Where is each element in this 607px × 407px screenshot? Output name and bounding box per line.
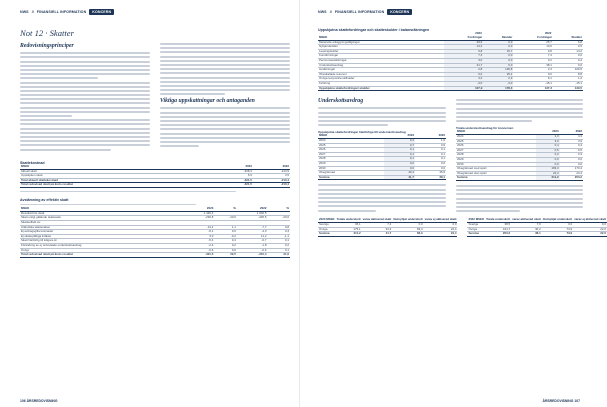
table-row: 2025 3,0 3,9 — [457, 138, 582, 143]
heading-underskottsavdrag: Underskottsavdrag — [318, 98, 364, 105]
table-row: Underskottsavdrag 41,7 0,0 38,1 0,0 — [319, 62, 582, 67]
deferred-tax-table-block — [318, 28, 583, 91]
table-row: 2029 0,0 0,0 — [319, 161, 445, 166]
column-header: 2022 — [560, 130, 583, 134]
column-group-header: 2023 — [475, 31, 482, 36]
table-row: 2028 0,1 0,1 — [319, 156, 445, 161]
body-text-block — [160, 107, 290, 147]
table-total-row: Summa 211,2 203,2 — [457, 175, 582, 180]
left-page — [20, 28, 290, 258]
column-header: varav aktiverad skatt — [362, 217, 392, 222]
page-divider — [299, 0, 300, 407]
totala-underskott-table — [456, 130, 583, 181]
left-text-column — [20, 40, 150, 153]
table-row: 2029 0,0 0,0 — [457, 157, 582, 162]
skattekostnad-table — [20, 165, 290, 188]
column-header: Fordringar — [513, 36, 553, 40]
brand-logo: NWS — [318, 9, 327, 14]
table-row: 2025 0,7 0,9 — [319, 142, 445, 147]
column-header: MSEK — [318, 36, 444, 40]
heading-redovisningsprinciper: Redovisningsprinciper — [20, 43, 74, 49]
table-row: Obegränsad med spärr 183,3 170,4 — [457, 166, 582, 171]
column-header: 2023 — [184, 207, 215, 211]
table-row: Resultat före skatt 1 426,4 1 002,5 — [20, 211, 290, 216]
table-row: Övriga temporära skillnader 4,2 2,3 6,1 1,2 — [319, 76, 582, 81]
column-header: varav ej aktiverad skatt — [574, 217, 606, 222]
table-row: Obegränsad utan spärr 22,4 23,4 — [457, 170, 582, 175]
table-title: Uppskjutna skattefordringar och skatteskulder i balansräkningen — [318, 28, 430, 32]
table-title: Skattekostnad — [20, 160, 45, 165]
table-row: Övriga 164,7 30,2 73,9 22,0 — [468, 226, 606, 231]
table-row: Uppskjuten skatt 6,9 3,5 — [21, 173, 289, 178]
table-total-row: Summa 203,2 38,1 73,9 22,0 — [468, 231, 606, 236]
deferred-tax-table — [318, 32, 583, 91]
body-text-block — [318, 107, 446, 126]
table-row: 2024 1,3 4,3 — [457, 134, 582, 139]
table-row: Nyttjanderätter 14,2 0,0 13,6 0,5 — [319, 44, 582, 49]
table-row: Sverige 38,5 7,9 0,0 0,0 — [468, 221, 606, 226]
avstamning-table-block — [20, 198, 290, 257]
table-row: Förändring av ej redovisade underskottsavdrag -2,4 0,2 -1,8 0,2 — [21, 243, 289, 247]
table-row: 2027 0,1 0,1 — [319, 151, 445, 156]
column-header: MSEK — [456, 130, 536, 134]
body-text-block — [20, 82, 150, 118]
totala-underskott-column — [456, 95, 583, 214]
table-row: 2026 0,1 0,1 — [319, 147, 445, 152]
table-row: Skatteeffekt av: — [20, 221, 290, 226]
column-header: Totala underskott — [486, 217, 511, 222]
page-title: Not 12 · Skatter — [20, 28, 74, 38]
table-total-row: Total redovisad skatt på årets resultat -321,5 22,5 -210,4 21,0 — [21, 252, 289, 257]
table-row: Utländska skattesatser -14,2 1,1 -7,7 0,8 — [21, 224, 289, 229]
column-header: Totala underskott — [336, 217, 361, 222]
table-row: Skatt enligt gällande skattesats -293,8 -20,6 -206,5 -20,6 — [21, 215, 289, 220]
table-row: Aktuell skatt -328,4 -213,9 — [21, 168, 289, 173]
table-total-row: Summa 211,2 41,7 83,3 24,4 — [319, 231, 457, 236]
column-header: MSEK — [20, 165, 216, 169]
footnote-text — [20, 191, 236, 192]
table-row: Skatt hänförlig till tidigare år -5,4 0,4 -0,7 0,1 — [21, 238, 289, 243]
column-header: Fordringar — [444, 36, 484, 40]
page-number-left: 106 ÅRSREDOVISNING — [20, 399, 58, 403]
table-row: 2024 0,3 1,0 — [319, 138, 445, 143]
skattekostnad-table-block — [20, 161, 290, 193]
tab-koncern[interactable]: KONCERN — [387, 9, 412, 15]
table-row: Obegränsad 40,4 35,9 — [319, 170, 445, 175]
column-header: 2023 MSEK — [319, 217, 335, 222]
right-page — [318, 28, 606, 237]
table-row: Kundfordringar 7,4 0,0 7,4 0,0 — [319, 53, 582, 58]
body-text-block — [456, 99, 583, 122]
column-header: MSEK — [20, 207, 184, 211]
column-header: varav ej aktiverad skatt — [424, 217, 457, 222]
page-number-right: ÅRSREDOVISNING 107 — [542, 399, 580, 403]
table-row: Ej avdragsgilla kostnader -8,1 0,6 -4,3 0,4 — [21, 229, 289, 234]
column-header: 2023 — [216, 165, 253, 169]
table-row: Pensionsavsättningar 3,0 0,0 3,2 0,4 — [319, 57, 582, 62]
brand-logo: NWS — [20, 9, 29, 14]
body-text-block — [318, 184, 446, 211]
column-header: 2023 — [536, 130, 559, 134]
table-row: Kvittning -3,0 -3,0 -15,1 -15,1 — [319, 80, 582, 85]
table-row: Övriga 175,1 34,3 83,3 24,4 — [319, 226, 457, 231]
column-header: 2022 — [253, 165, 290, 169]
table-row: Ej skattepliktiga intäkter 3,0 -0,2 11,2 -1,1 — [21, 233, 289, 238]
table-total-row: Uppskjutna skattefordringar/-skulder 127,9 178,3 137,3 139,5 — [319, 85, 582, 90]
body-text-block — [20, 52, 150, 79]
column-header: MSEK — [318, 134, 384, 138]
column-header: % — [267, 207, 290, 211]
column-header: varav aktiverad skatt — [512, 217, 541, 222]
column-header: Outnyttjat underskott — [542, 217, 573, 222]
header-right — [318, 7, 412, 16]
header-separator: // — [31, 9, 34, 14]
column-group-header: 2022 — [544, 31, 552, 36]
column-header: 2022 — [415, 134, 446, 138]
table-row: 2030 0,0 0,0 — [457, 161, 582, 166]
table-total-row: Summa 41,7 38,1 — [319, 174, 445, 179]
column-header: % — [214, 207, 237, 211]
table-row: Övrigt -0,6 0,0 -0,6 0,1 — [21, 247, 289, 252]
table-title: Uppskjutna skattefordringar hänförliga till underskottsavdrag — [318, 130, 406, 135]
table-title: Avstämning av effektiv skatt — [20, 198, 69, 203]
underskott-2022-table — [467, 218, 606, 236]
right-text-column — [160, 40, 290, 153]
heading-viktiga-uppskattningar: Viktiga uppskattningar och antaganden — [160, 98, 255, 105]
header-left — [20, 7, 114, 16]
table-row: Sverige 36,1 7,4 0,0 0,0 — [319, 221, 457, 226]
header-section[interactable]: FINANSIELL INFORMATION — [334, 9, 385, 14]
underskott-2023-table — [318, 218, 457, 236]
table-total-row: Total redovisad skatt på årets resultat -321,5 -210,4 — [21, 182, 289, 187]
body-text-block — [456, 185, 583, 212]
table-row: 2030 0,0 0,0 — [319, 165, 445, 170]
table-row: 2027 0,5 0,5 — [457, 147, 582, 152]
column-header: 2022 MSEK — [468, 217, 485, 222]
underskott-column — [318, 95, 446, 214]
body-text-block — [20, 119, 150, 150]
table-row: Avsättningar 2,8 126,8 2,3 109,5 — [319, 67, 582, 72]
underskott-aktiverad-table — [318, 134, 446, 180]
table-title: Totala underskottsavdrag för koncernen — [456, 126, 514, 131]
body-text-block — [160, 43, 290, 95]
column-header: Skulder — [483, 36, 513, 40]
table-subtitle — [20, 204, 196, 205]
column-header: Skulder — [553, 36, 583, 40]
column-header: Outnyttjat underskott — [393, 217, 423, 222]
table-row: Obeskattade reserver 0,0 25,1 0,0 8,8 — [319, 71, 582, 76]
table-row: 2028 0,3 0,3 — [457, 152, 582, 157]
header-section[interactable]: FINANSIELL INFORMATION — [36, 9, 87, 14]
avstamning-table — [20, 207, 290, 258]
table-total-row: Total aktuell skattekostnad -321,5 -210,4 — [21, 177, 289, 182]
table-row: Materiella anläggningstillgångar 29,6 0,0 25,7 6,8 — [319, 39, 582, 44]
column-header: 2022 — [237, 207, 268, 211]
table-row: 2026 0,4 0,4 — [457, 143, 582, 148]
header-separator: // — [329, 9, 332, 14]
tab-koncern[interactable]: KONCERN — [89, 9, 114, 15]
table-row: Leasingskulder 0,8 15,7 0,8 14,2 — [319, 48, 582, 53]
column-header: 2023 — [384, 134, 415, 138]
